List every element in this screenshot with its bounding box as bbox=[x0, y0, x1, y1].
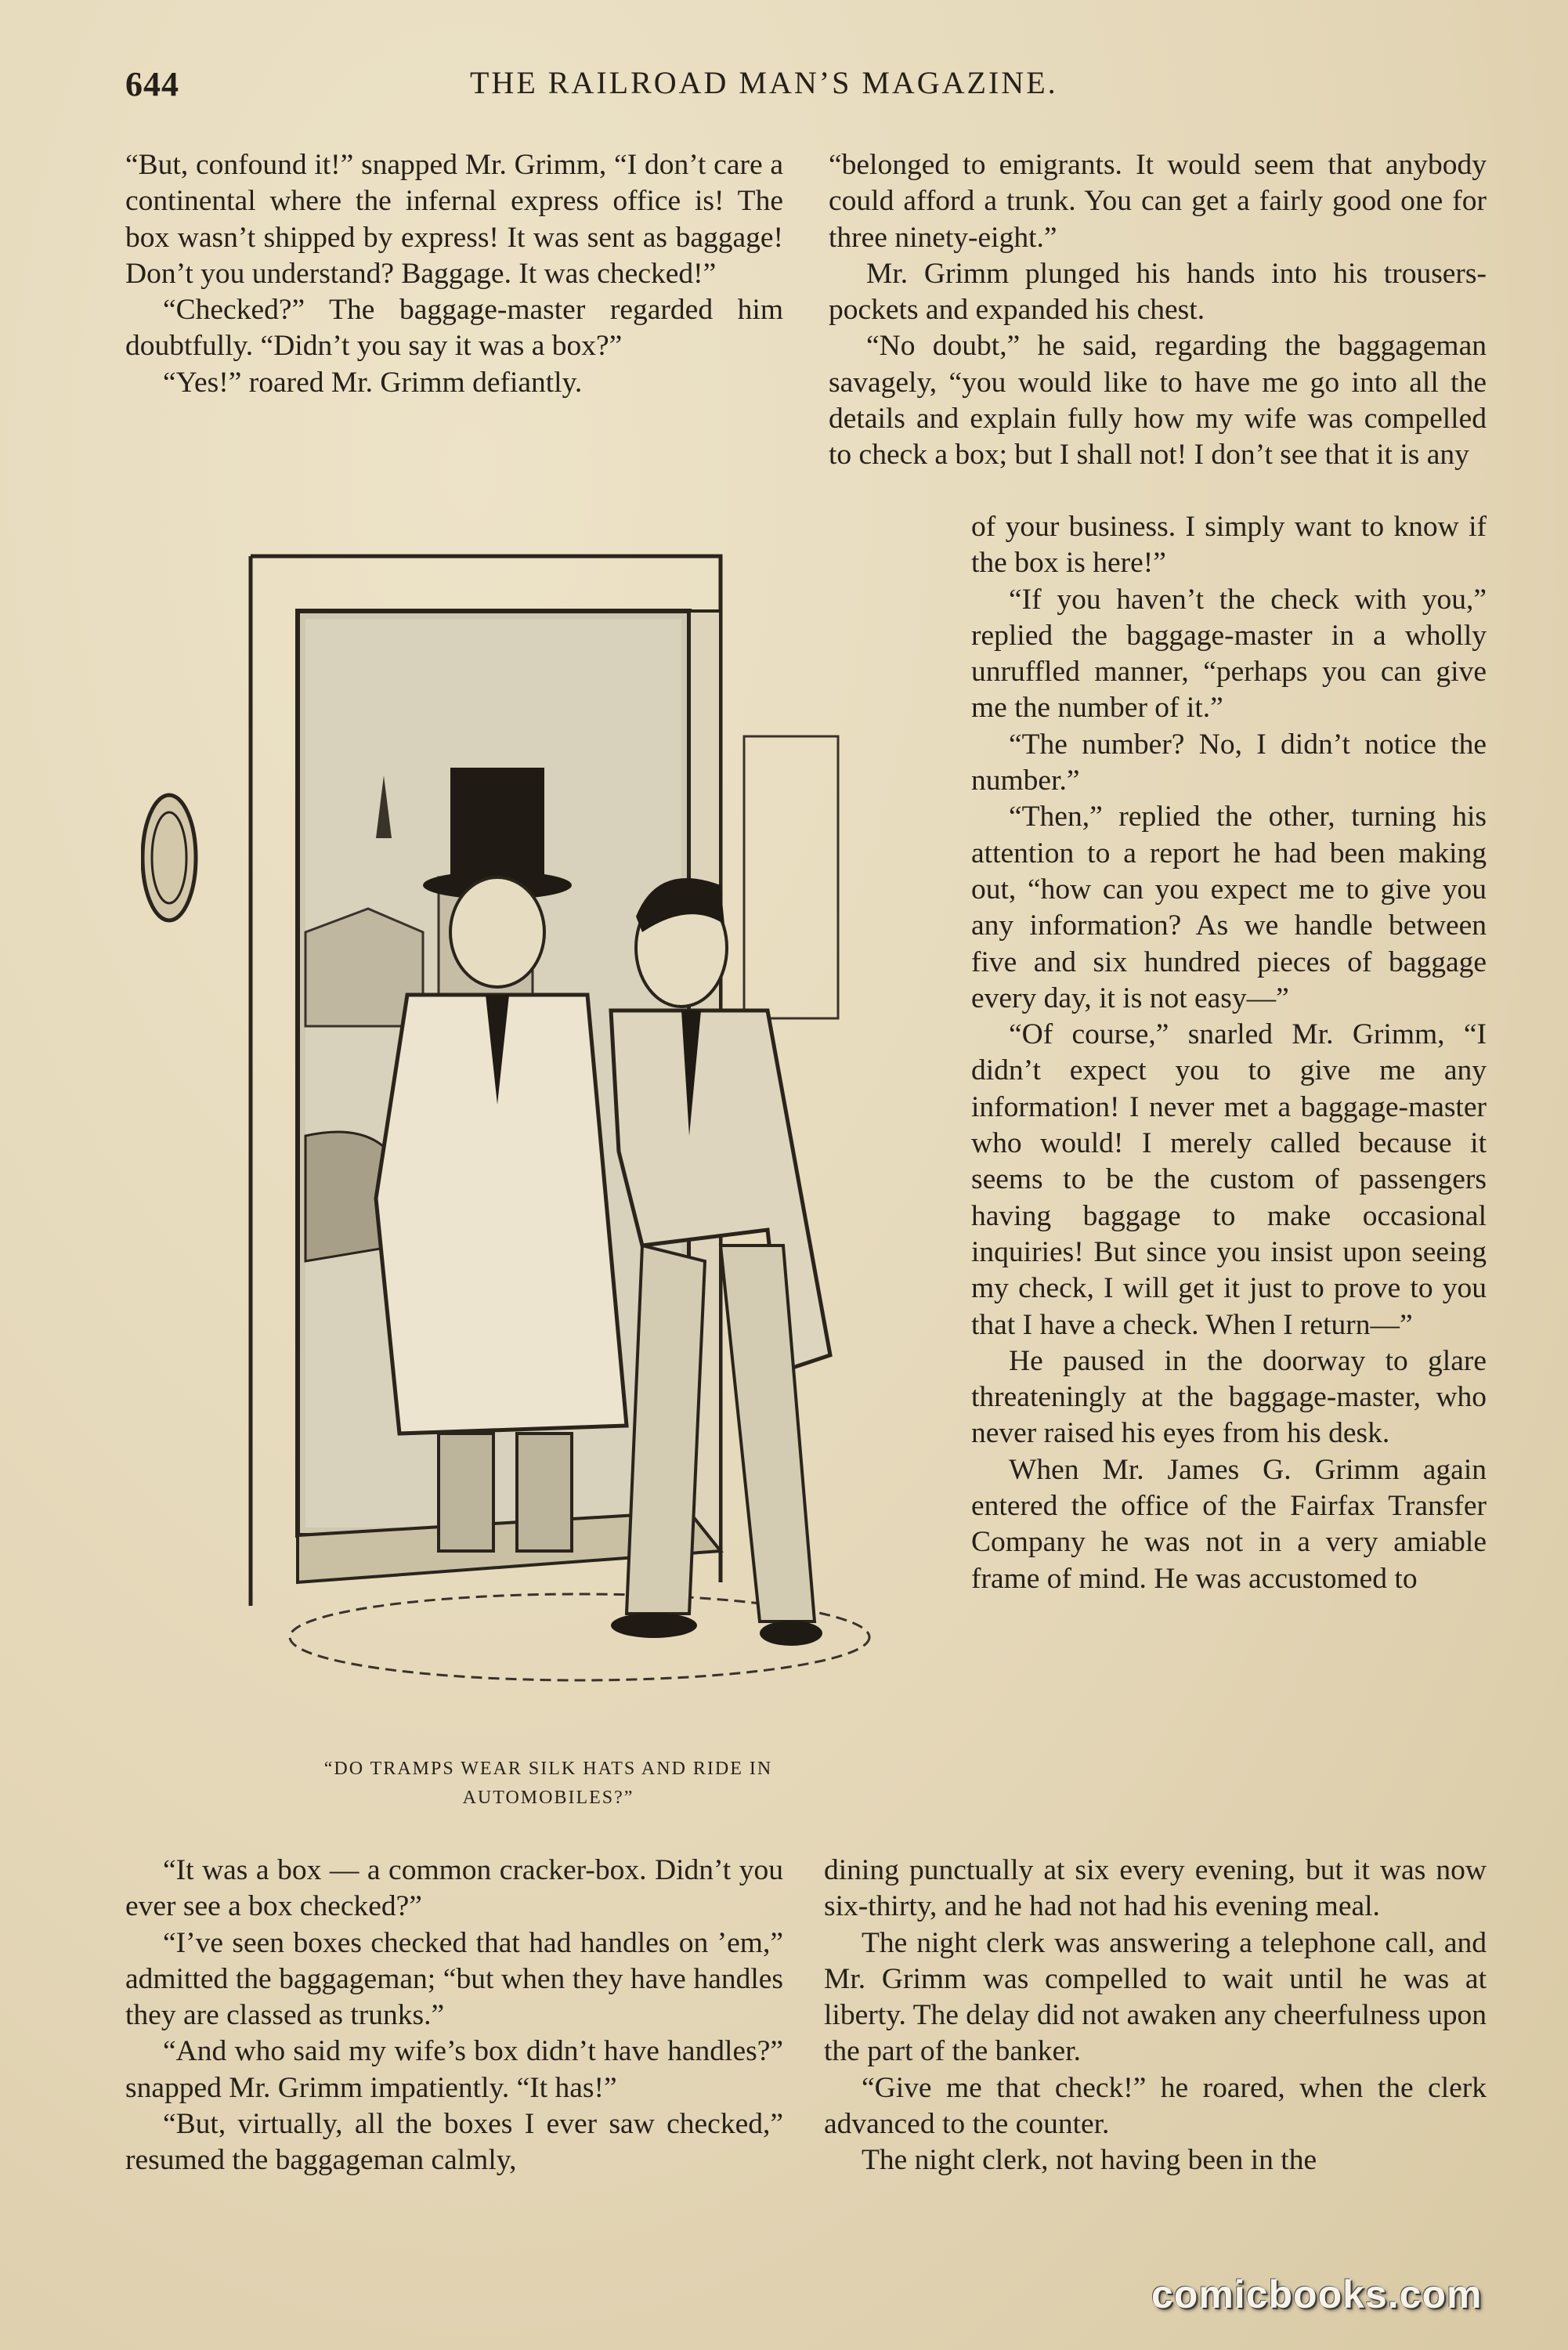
paragraph: “Checked?” The baggage-master regarded him doubtfully. “Didn’t you say it was a box?” bbox=[125, 294, 783, 363]
paragraph: “belonged to emigrants. It would seem that anybody could afford a trunk. You can get a fairly good one for three ninety-eight.” bbox=[829, 149, 1487, 254]
illustration-caption bbox=[196, 1755, 901, 1813]
paragraph: “I’ve seen boxes checked that had handles on ’em,” admitted the baggageman; “but when they have handles they are classed as trunks.” bbox=[125, 1926, 783, 2032]
paragraph: “But, confound it!” snapped Mr. Grimm, “I don’t care a continental where the infernal express office is! The box wasn’t shipped by express! It was sent as baggage! Don’t you understand? Baggage. It was checked!” bbox=[125, 149, 783, 290]
right-column-top bbox=[829, 147, 1487, 474]
paragraph: of your business. I simply want to know if the box is here!” bbox=[971, 511, 1487, 580]
paragraph: “Of course,” snarled Mr. Grimm, “I didn’t expect you to give me any information! I never met a baggage-master who would! I merely called because it seems to be the custom of passengers having baggage to make occasional inquiries! But since you insist upon seeing my check, I will get it just to prove to you that I have a check. When I return—” bbox=[971, 1018, 1487, 1341]
caption-line: AUTOMOBILES?” bbox=[462, 1788, 634, 1808]
paragraph: “No doubt,” he said, regarding the baggageman savagely, “you would like to have me go into all the details and explain fully how my wife was compelled to check a box; but I shall not! I don’t see that it is any bbox=[829, 330, 1487, 472]
page-header bbox=[125, 64, 1488, 119]
left-column-bottom bbox=[125, 1853, 783, 2179]
running-head: THE RAILROAD MAN’S MAGAZINE. bbox=[470, 65, 1058, 100]
paragraph: “If you haven’t the check with you,” replied the baggage-master in a wholly unruffled manner, “perhaps you can give me the number of it.” bbox=[971, 583, 1487, 725]
paragraph: “It was a box — a common cracker-box. Didn’t you ever see a box checked?” bbox=[125, 1854, 783, 1923]
paragraph: The night clerk, not having been in the bbox=[862, 2144, 1317, 2177]
paragraph: The night clerk was answering a telephone call, and Mr. Grimm was compelled to wait until he was at liberty. The delay did not awaken any cheerfulness upon the part of the banker. bbox=[824, 1926, 1487, 2068]
paragraph: “Yes!” roared Mr. Grimm defiantly. bbox=[163, 366, 583, 399]
left-column-top bbox=[125, 147, 783, 401]
illustration bbox=[141, 540, 940, 1684]
paragraph: “Give me that check!” he roared, when the clerk advanced to the counter. bbox=[824, 2071, 1487, 2141]
paragraph: dining punctually at six every evening, but it was now six-thirty, and he had not had his evening meal. bbox=[824, 1854, 1487, 1923]
watermark: comicbooks.com bbox=[1151, 2272, 1483, 2316]
paragraph: He paused in the doorway to glare threateningly at the baggage-master, who never raised his eyes from his desk. bbox=[971, 1344, 1487, 1450]
page-number: 644 bbox=[125, 65, 179, 103]
paragraph: “Then,” replied the other, turning his attention to a report he had been making out, “how can you expect me to give you any information? As we handle between five and six hundred pieces of baggage every day, it is not easy—” bbox=[971, 801, 1487, 1014]
right-column-bottom bbox=[824, 1853, 1487, 2179]
paragraph: When Mr. James G. Grimm again entered the office of the Fairfax Transfer Company he was not in a very amiable frame of mind. He was accustomed to bbox=[971, 1453, 1487, 1595]
paragraph: Mr. Grimm plunged his hands into his trousers-pockets and expanded his chest. bbox=[829, 257, 1487, 327]
paragraph: “But, virtually, all the boxes I ever saw checked,” resumed the baggageman calmly, bbox=[125, 2108, 783, 2177]
caption-line: “DO TRAMPS WEAR SILK HATS AND RIDE IN bbox=[323, 1759, 773, 1779]
paragraph: “The number? No, I didn’t notice the number.” bbox=[971, 728, 1487, 797]
paragraph: “And who said my wife’s box didn’t have handles?” snapped Mr. Grimm impatiently. “It has!” bbox=[125, 2035, 783, 2104]
right-column-narrow bbox=[971, 509, 1487, 1597]
